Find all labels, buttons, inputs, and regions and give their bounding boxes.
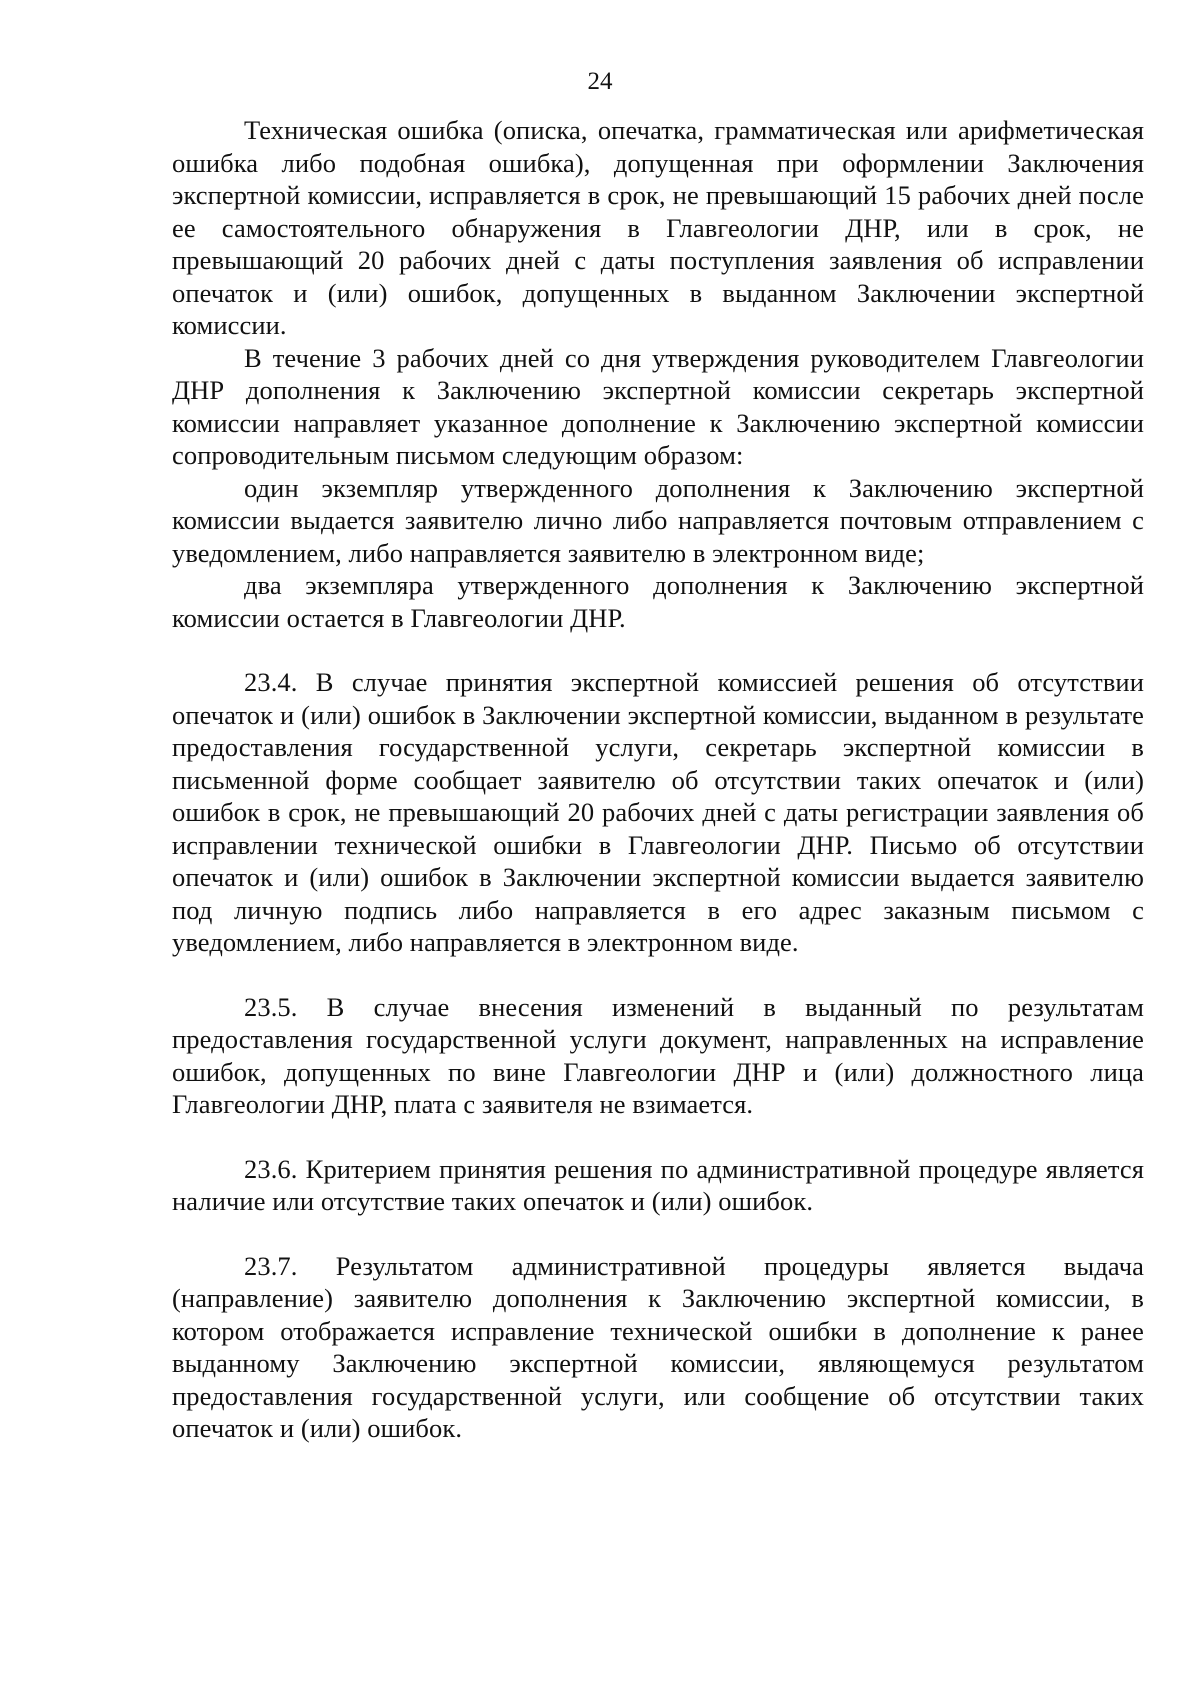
page-number: 24	[587, 68, 613, 95]
paragraph-spacer	[172, 1121, 1144, 1153]
paragraph-technical-error: Техническая ошибка (описка, опечатка, грамматическая или арифметическая ошибка либо подобная ошибка), допущенная при оформлении Заключения экспертной комиссии, исправляется в срок, не превышающий 15 рабочих дней после ее самостоятельного обнаружения в Главгеологии ДНР, или в срок, не превышающий 20 рабочих дней с даты поступления заявления об исправлении опечаток и (или) ошибок, допущенных в выданном Заключении экспертной комиссии.	[172, 115, 1144, 340]
paragraph-23-6: 23.6. Критерием принятия решения по административной процедуре является наличие или отсутствие таких опечаток и (или) ошибок.	[172, 1153, 1144, 1216]
paragraph-one-copy: один экземпляр утвержденного дополнения к Заключению экспертной комиссии выдается заявителю лично либо направляется почтовым отправлением с уведомлением, либо направляется заявителю в электронном виде;	[172, 472, 1144, 568]
paragraph-spacer	[172, 959, 1144, 991]
paragraph-23-7: 23.7. Результатом административной процедуры является выдача (направление) заявителю дополнения к Заключению экспертной комиссии, в котором отображается исправление технической ошибки в дополнение к ранее выданному Заключению экспертной комиссии, являющемуся результатом предоставления государственной услуги, или сообщение об отсутствии таких опечаток и (или) ошибок.	[172, 1250, 1144, 1443]
paragraph-supplement-sending: В течение 3 рабочих дней со дня утверждения руководителем Главгеологии ДНР дополнения к Заключению экспертной комиссии секретарь экспертной комиссии направляет указанное дополнение к Заключению экспертной комиссии сопроводительным письмом следующим образом:	[172, 342, 1144, 470]
paragraph-23-5: 23.5. В случае внесения изменений в выданный по результатам предоставления государственной услуги документ, направленных на исправление ошибок, допущенных по вине Главгеологии ДНР и (или) должностного лица Главгеологии ДНР, плата с заявителя не взимается.	[172, 991, 1144, 1119]
paragraph-spacer	[172, 1218, 1144, 1250]
document-body	[172, 114, 1144, 1445]
paragraph-23-4: 23.4. В случае принятия экспертной комиссией решения об отсутствии опечаток и (или) ошибок в Заключении экспертной комиссии, выданном в результате предоставления государственной услуги, секретарь экспертной комиссии в письменной форме сообщает заявителю об отсутствии таких опечаток и (или) ошибок в срок, не превышающий 20 рабочих дней с даты регистрации заявления об исправлении технической ошибки в Главгеологии ДНР. Письмо об отсутствии опечаток и (или) ошибок в Заключении экспертной комиссии выдается заявителю под личную подпись либо направляется в его адрес заказным письмом с уведомлением, либо направляется в электронном виде.	[172, 667, 1144, 957]
paragraph-two-copies: два экземпляра утвержденного дополнения к Заключению экспертной комиссии остается в Главгеологии ДНР.	[172, 570, 1144, 633]
paragraph-spacer	[172, 634, 1144, 666]
